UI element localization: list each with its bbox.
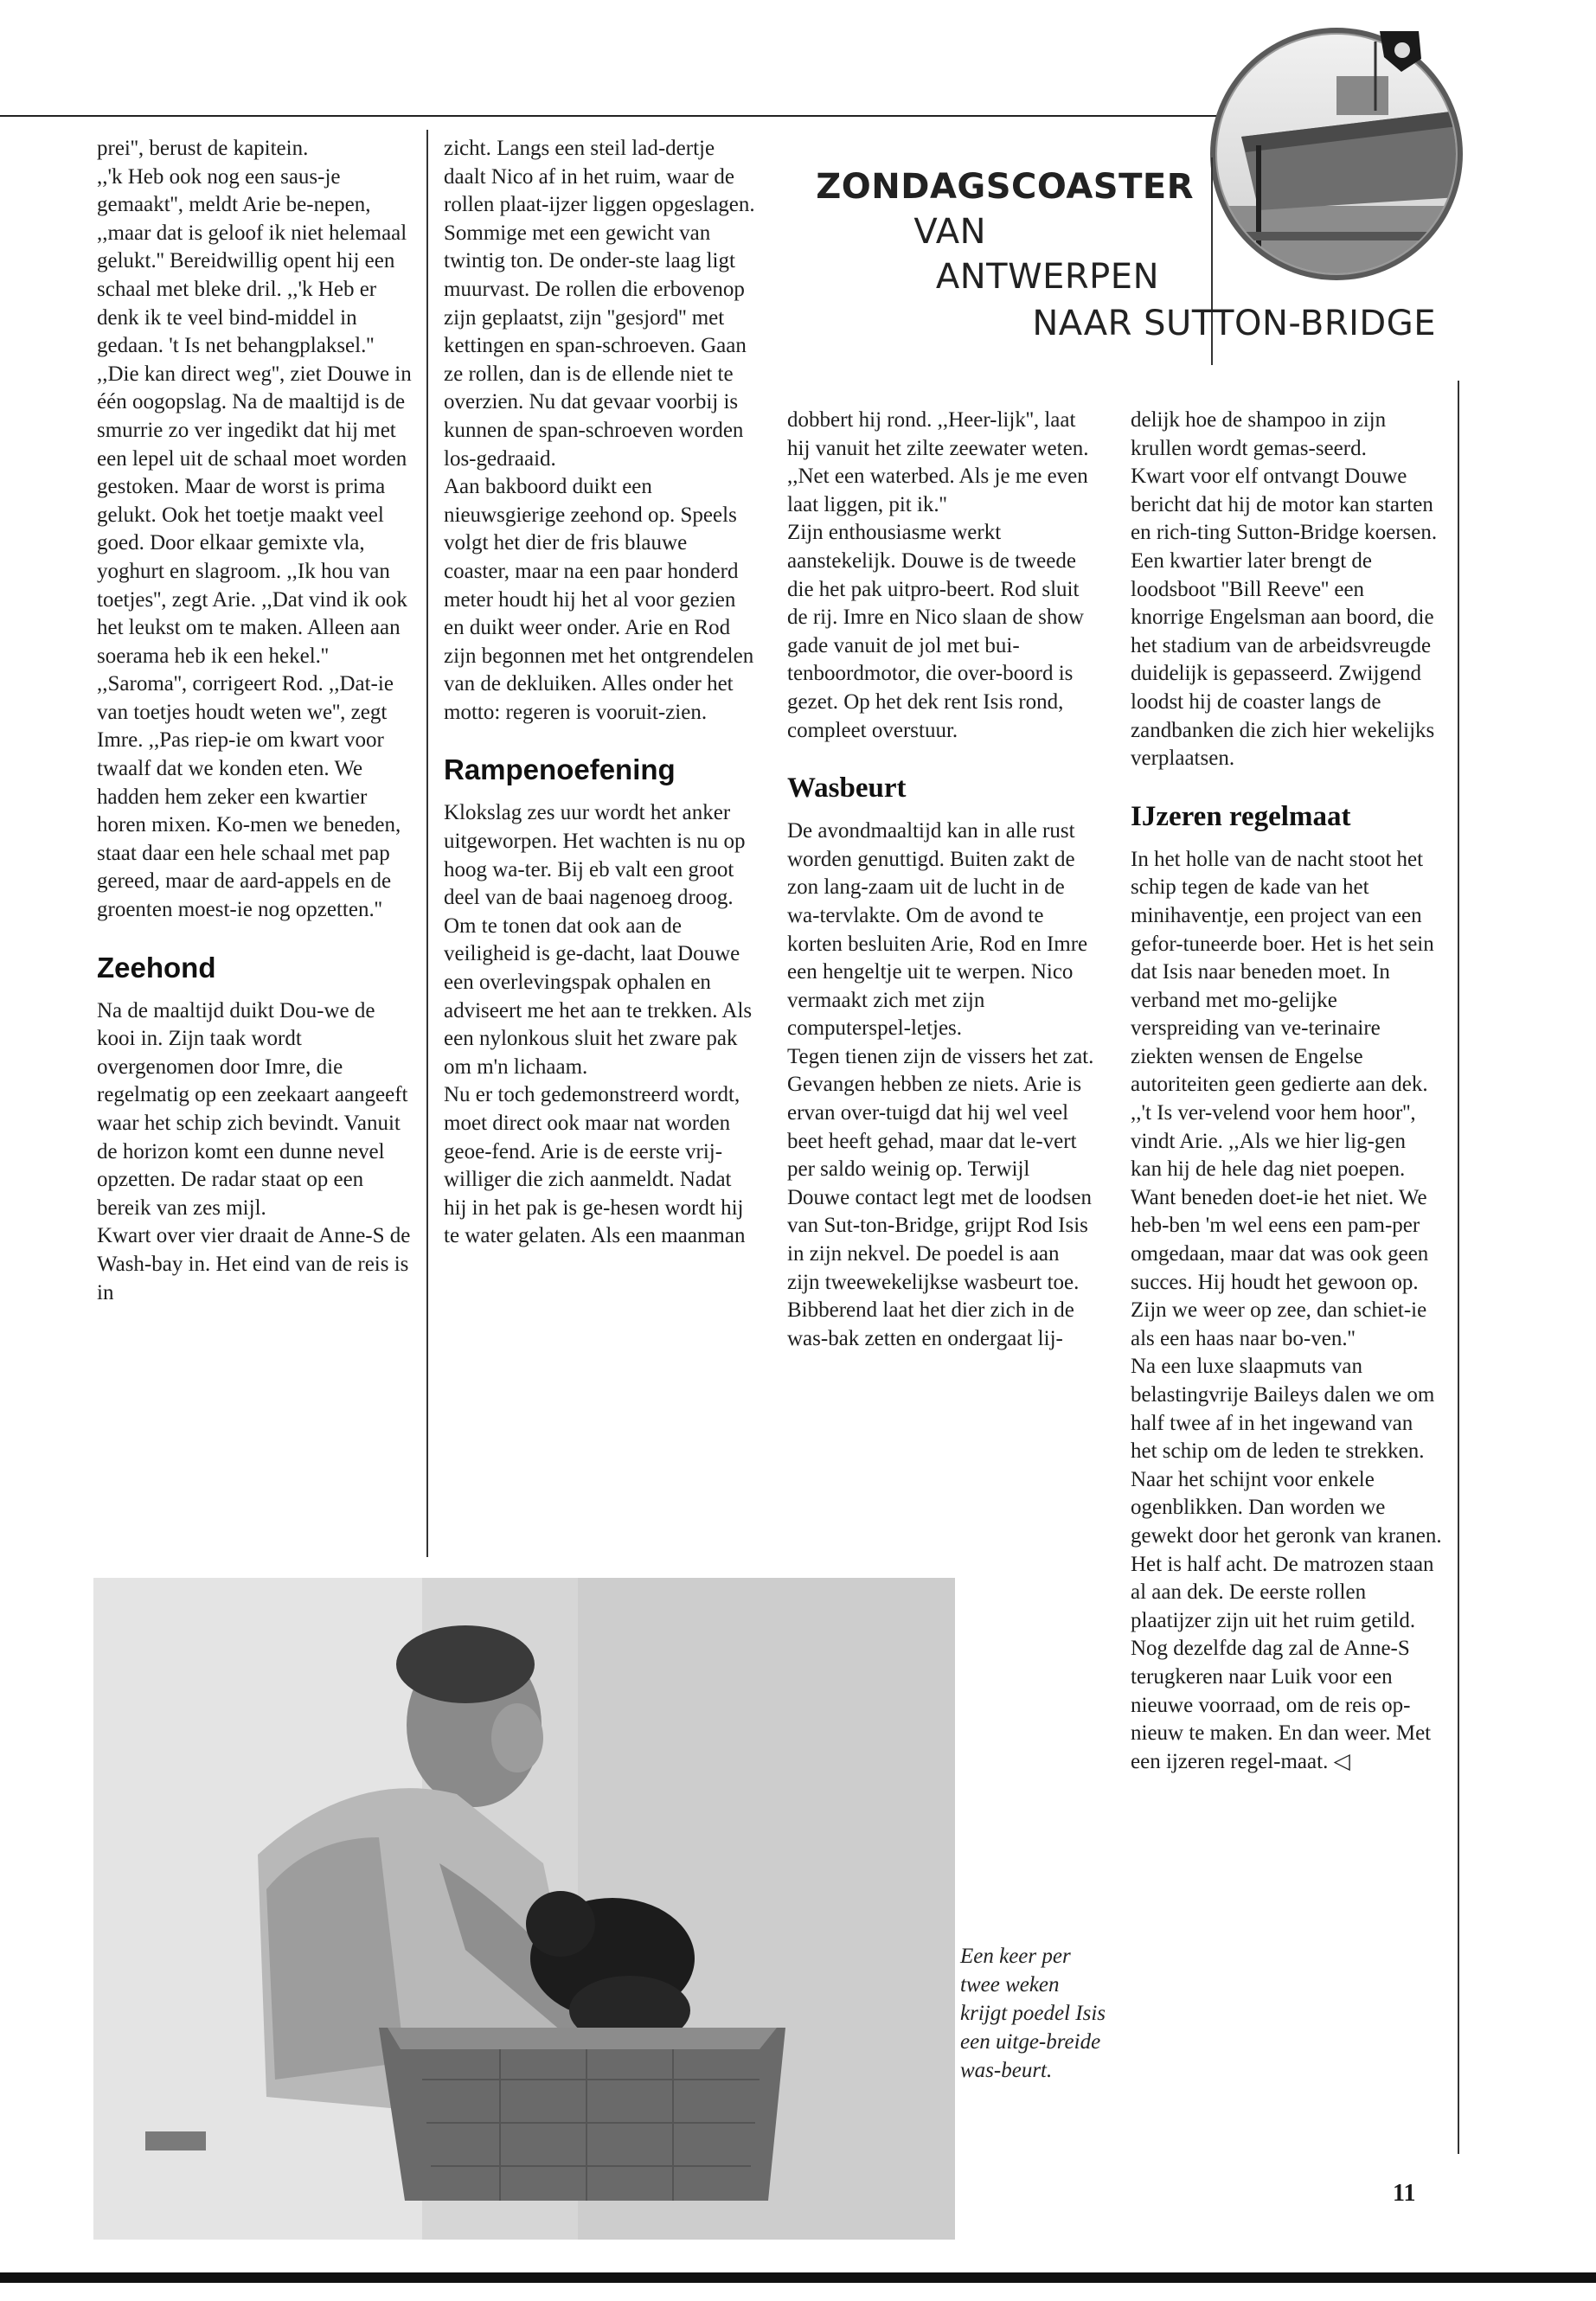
section-heading-ijzeren-regelmaat: IJzeren regelmaat	[1131, 800, 1351, 832]
paragraph: Na een luxe slaapmuts van belastingvrije Baileys dalen we om half twee af in het ingewand van het schip om de leden te strekken. Naar het schijnt voor enkele ogenblikken. Dan worden we gewekt door het geronk van kranen. Het is half acht. De matrozen staan al aan dek. De eerste rollen plaatijzer zijn uit het ruim getild. Nog dezelfde dag zal de Anne-S terugkeren naar Luik voor een nieuwe voorraad, om de reis op-nieuw te maken. En dan weer. Met een ijzeren regel-maat. ◁	[1131, 1355, 1442, 1773]
paragraph: Na de maaltijd duikt Dou-we de kooi in. Zijn taak wordt overgenomen door Imre, die regelmatig op een zeekaart aangeeft waar het schip zich bevindt. Vanuit de horizon komt een dunne nevel opzetten. De radar staat op een bereik van zes mijl.	[97, 998, 408, 1220]
paragraph: zicht. Langs een steil lad-dertje daalt Nico af in het ruim, waar de rollen plaat-ijzer liggen opgeslagen. Sommige met een gewicht van twintig ton. De onder-ste laag ligt muurvast. De rollen die erbovenop zijn geplaatst, zijn ''gesjord'' met kettingen en span-schroeven. Gaan ze rollen, dan is de ellende niet te overzien. Nu dat gevaar voorbij is kunnen de span-schroeven worden los-gedraaid.	[444, 137, 755, 471]
bottom-bar	[0, 2272, 1596, 2283]
paragraph: ,,Die kan direct weg'', ziet Douwe in één oogopslag. Na de maaltijd is de smurrie zo ver ingedikt dat hij met een lepel uit de schaal moet worden gestoken. Maar de worst is prima gelukt. Ook het toetje maakt veel goed. Door elkaar gemixte vla, yoghurt en slagroom. ,,Ik hou van toetjes'', zegt Arie. ,,Dat vind ik ook het leukst om te maken. Alleen aan soerama heb ik een hekel.''	[97, 362, 412, 668]
paragraph: ,,Saroma'', corrigeert Rod. ,,Dat-ie van toetjes houdt weten we'', zegt Imre. ,,Pas riep-ie om kwart voor twaalf dat we konden eten. We hadden hem zeker een kwartier horen mixen. Ko-men we beneden, staat daar een hele schaal met pap gereed, maar de aard-appels en de groenten moest-ie nog opzetten.''	[97, 672, 401, 922]
paragraph: delijk hoe de shampoo in zijn krullen wordt gemas-seerd.	[1131, 408, 1387, 460]
paragraph: In het holle van de nacht stoot het schip tegen de kade van het minihaventje, een project van een gefor-tuneerde boer. Het is het sein dat Isis naar beneden moet. In verband met mo-gelijke verspreiding van ve-terinaire ziekten wensen de Engelse autoriteiten geen gedierte aan dek. ,,'t Is ver-velend voor hem hoor'', vindt Arie. ,,Als we hier lig-gen kan hij de hele dag niet poepen. Want beneden doet-ie het niet. We heb-ben 'm wel eens een pam-per omgedaan, maar dat was ook geen succes. Hij houdt het gewoon op. Zijn we weer op zee, dan schiet-ie als een haas naar bo-ven.''	[1131, 847, 1434, 1350]
paragraph: De avondmaaltijd kan in alle rust worden genuttigd. Buiten zakt de zon lang-zaam uit de lucht in de wa-tervlakte. Om de avond te korten besluiten Arie, Rod en Imre een hengeltje uit te werpen. Nico vermaakt zich met zijn computerspel-letjes.	[787, 819, 1088, 1041]
title-line-1: ZONDAGSCOASTER	[816, 167, 1194, 207]
paragraph: Kwart over vier draait de Anne-S de Wash-bay in. Het eind van de reis is in	[97, 1224, 411, 1304]
column-divider	[1458, 381, 1459, 2154]
paragraph: Zijn enthousiasme werkt aanstekelijk. Douwe is de tweede die het pak uitpro-beert. Rod sluit de rij. Imre en Nico slaan de show gade vanuit de jol met bui-tenboordmotor, die over-boord is gezet. Op het dek rent Isis rond, compleet overstuur.	[787, 521, 1084, 742]
column-divider	[426, 130, 428, 1557]
photo-illustration	[93, 1578, 955, 2240]
paragraph: ,,'k Heb ook nog een saus-je gemaakt'', meldt Arie be-nepen, ,,maar dat is geloof ik niet helemaal gelukt.'' Bereidwillig opent hij een schaal met bleke dril. ,,'k Heb er denk ik te veel bind-middel in gedaan. 't Is net behangplaksel.''	[97, 164, 407, 358]
photo-caption: Een keer per twee weken krijgt poedel Isis een uitge-breide was-beurt.	[960, 1945, 1106, 2082]
paragraph: prei'', berust de kapitein.	[97, 137, 309, 160]
poodle-wash-photo	[93, 1578, 955, 2240]
paragraph: Nu er toch gedemonstreerd wordt, moet direct ook maar nat worden geoe-fend. Arie is de eerste vrij-williger die zich aanmeldt. Nadat hij in het pak is ge-hesen wordt hij te water gelaten. Als een maanman	[444, 1083, 746, 1248]
paragraph: Kwart voor elf ontvangt Douwe bericht dat hij de motor kan starten en rich-ting Sutton-Bridge koersen. Een kwartier later brengt de loodsboot ''Bill Reeve'' een knorrige Engelsman aan boord, die het stadium van de arbeidsvreugde duidelijk is gepasseerd. Zwijgend loodst hij de coaster langs de zandbanken die zich hier wekelijks verplaatsen.	[1131, 465, 1438, 771]
paragraph: dobbert hij rond. ,,Heer-lijk'', laat hij vanuit het zilte zeewater weten. ,,Net een waterbed. Als je me even laat liggen, pit ik.''	[787, 408, 1089, 516]
paragraph: Klokslag zes uur wordt het anker uitgeworpen. Het wachten is nu op hoog wa-ter. Bij eb valt een groot deel van de baai nagenoeg droog. Om te tonen dat ook aan de veiligheid is ge-dacht, laat Douwe een overlevingspak ophalen en adviseert me het aan te trekken. Als een nylonkous sluit het zware pak om m'n lichaam.	[444, 801, 753, 1079]
section-heading-wasbeurt: Wasbeurt	[787, 772, 907, 804]
title-line-2: VAN	[913, 212, 986, 252]
article-title	[779, 164, 1445, 348]
section-heading-zeehond: Zeehond	[97, 951, 216, 984]
page-number: 11	[1393, 2180, 1416, 2207]
text-column-3	[787, 407, 1094, 1353]
top-rule	[0, 115, 1349, 117]
paragraph: Tegen tienen zijn de vissers het zat. Gevangen hebben ze niets. Arie is ervan over-tuigd dat hij wel veel beet heeft gehad, maar dat le-vert per saldo weinig op. Terwijl Douwe contact legt met de loodsen van Sut-ton-Bridge, grijpt Rod Isis in zijn nekvel. De poedel is aan zijn tweewekelijkse wasbeurt toe. Bibberend laat het dier zich in de was-bak zetten en ondergaat lij-	[787, 1044, 1094, 1350]
text-column-4	[1131, 407, 1442, 1776]
title-line-3: ANTWERPEN	[935, 257, 1159, 297]
section-heading-rampenoefening: Rampenoefening	[444, 753, 676, 786]
title-line-4: NAAR SUTTON-BRIDGE	[1032, 304, 1436, 343]
paragraph: Aan bakboord duikt een nieuwsgierige zeehond op. Speels volgt het dier de fris blauwe coaster, maar na een paar honderd meter houdt hij het al voor gezien en duikt weer onder. Arie en Rod zijn begonnen met het ontgrendelen van de dekluiken. Alles onder het motto: regeren is vooruit-zien.	[444, 475, 754, 724]
text-column-1	[97, 135, 413, 1307]
text-column-2	[444, 135, 757, 1251]
